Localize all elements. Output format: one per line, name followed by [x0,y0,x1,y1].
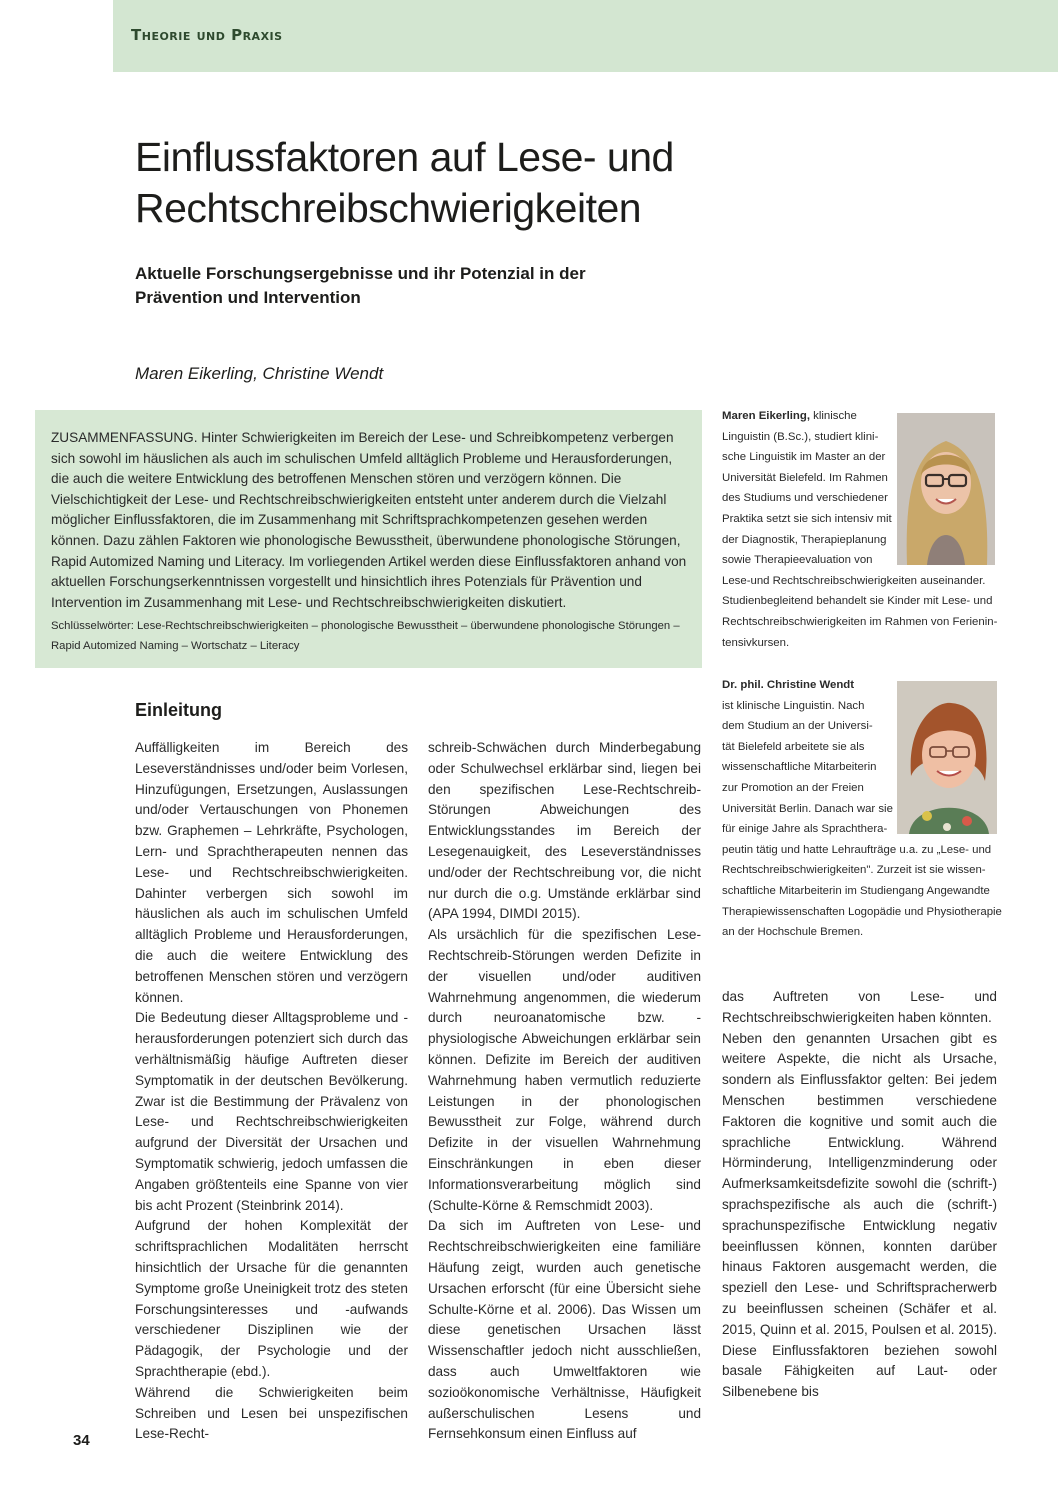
bio-line: sowie Therapieevaluation von [722,554,873,567]
bio-line: Linguistin (B.Sc.), studiert klini- [722,430,879,443]
paragraph: Da sich im Auftreten von Lese- und Rechtschreibschwierigkeiten eine familiäre Häufung zeigt, wurden auch genetische Ursachen erforscht (für eine Übersicht siehe Schulte-Körne et al. 2006). Das Wissen um diese genetischen Ursachen lässt Wissenschaftler jedoch nicht ausschließen, dass auch Umweltfaktoren wie sozioökonomische Verhältnisse, Häufigkeit außerschulischen Lesens und Fernsehkonsum einen Einfluss auf [428,1218,701,1442]
bio-line: schaftliche Mitarbeiterin im Studiengang Angewandte [722,884,990,897]
bio-line: zur Promotion an der Freien [722,781,864,794]
article-title: Einflussfaktoren auf Lese- und Rechtschreibschwierigkeiten [135,134,674,231]
paragraph: Während die Schwierigkeiten beim Schreiben und Lesen bei unspezifischen Lese-Recht- [135,1384,408,1442]
bio-line: Studienbegleitend behandelt sie Kinder mit Lese- und [722,595,993,608]
bio-name: Dr. phil. Christine Wendt [722,679,855,691]
bio-line: Universität Bielefeld. Im Rahmen [722,471,888,484]
article-subtitle: Aktuelle Forschungsergebnisse und ihr Potenzial in der Prävention und Intervention [135,264,586,307]
bio-line: an der Hochschule Bremen. [722,926,864,939]
bio-line: ist klinische Linguistin. Nach [722,699,865,712]
bio-line: der Diagnostik, Therapieplanung [722,533,887,546]
bio-line: wissenschaftliche Mitarbeiterin [722,761,877,774]
bio-line: dem Studium an der Universi- [722,720,873,733]
bio-name: Maren Eikerling, [722,410,810,422]
author-photo-wendt [897,681,997,834]
paragraph: Aufgrund der hohen Komplexität der schriftsprachlichen Modalitäten herrscht hinsichtlich der Ursache für die genannten Symptome große Uneinigkeit trotz des steten Forschungsinteresses und -aufwands verschiedener Disziplinen wie der Pädagogik, der Psychologie und der Sprachtherapie (ebd.). [135,1218,408,1379]
section-heading-einleitung: Einleitung [135,700,222,720]
keywords: Schlüsselwörter: Lese-Rechtschreibschwierigkeiten – phonologische Bewusstheit – überwundene phonologische Störungen – Rapid Automized Naming – Wortschatz – Literacy [51,620,680,652]
bio-line: Praktika setzt sie sich intensiv mit [722,512,892,525]
bio-line: für einige Jahre als Sprachthera- [722,823,888,836]
bio-line: Therapiewissenschaften Logopädie und Physiotherapie [722,905,1002,918]
paragraph: Die Bedeutung dieser Alltagsprobleme und -herausforderungen potenziert sich durch das verhältnismäßig häufige Auftreten dieser Symptomatik in der deutschen Bevölkerung. Zwar ist die Bestimmung der Prävalenz von Lese- und Rechtschreibschwierigkeiten aufgrund der Diversität der Ursachen und Symptomatik schwierig, jedoch umfassen die Angaben größtenteils eine Spanne von vier bis acht Prozent (Steinbrink 2014). [135,1010,408,1213]
bio-line: tensivkursen. [722,636,790,649]
paragraph: Auffälligkeiten im Bereich des Leseverständnisses und/oder beim Vorlesen, Hinzufügungen, Ersetzungen, Auslassungen und/oder Vertauschungen von Phonemen bzw. Graphemen – Lehrkräfte, Psychologen, Lern- und Sprachtherapeuten nennen das Lese- und Rechtschreibschwierigkeiten. Dahinter verbergen sich sowohl im häuslichen als auch im schulischen Umfeld alltäglich Probleme und Herausforderungen, die auch die weitere Entwicklung des betroffenen Menschen stören und verzögern können. [135,740,408,1005]
page-number: 34 [73,1432,90,1449]
portrait-image [897,413,995,565]
paragraph: Als ursächlich für die spezifischen Lese-Rechtschreib-Störungen werden Defizite in der visuellen und/oder auditiven Wahrnehmung angenommen, die wiederum durch neuroanatomische bzw. -physiologische Abweichungen erklärbar sein können. Defizite im Bereich der auditiven Wahrnehmung haben vermutlich reduzierte Leistungen in der phonologischen Bewusstheit zur Folge, während durch Defizite in der visuellen Wahrnehmung Einschränkungen in eben dieser Informationsverarbeitung möglich sind (Schulte-Körne & Remschmidt 2003). [428,927,701,1213]
author-photo-eikerling [897,413,995,565]
bio-text: klinische [813,410,857,422]
body-column-2 [428,738,701,1445]
bio-line: peutin tätig und hatte Lehraufträge u.a. zu „Lese- und [722,843,992,856]
portrait-image [897,681,997,834]
bio-line: tät Bielefeld arbeitete sie als [722,740,865,753]
body-column-1 [135,738,408,1445]
article-authors: Maren Eikerling, Christine Wendt [135,364,384,383]
bio-line: Rechtschreibschwierigkeiten". Zurzeit ist sie wissen- [722,864,986,877]
paragraph: schreib-Schwächen durch Minderbegabung oder Schulwechsel erklärbar sind, liegen bei den spezifischen Lese-Rechtschreib-Störungen Abweichungen des Entwicklungsstandes im Bereich der Lesegenauigkeit, des Leseverständnisses und/oder der Rechtschreibung vor, die nicht nur durch die o.g. Umstände erklärbar sind (APA 1994, DIMDI 2015). [428,740,701,922]
bio-line: des Studiums und verschiedener [722,492,888,505]
body-column-3 [722,987,997,1403]
bio-line: sche Linguistik im Master an der [722,451,886,464]
bio-line: Universität Berlin. Danach war sie [722,802,893,815]
bio-line: Rechtschreibschwierigkeiten im Rahmen von Ferienin- [722,615,998,628]
paragraph: Neben den genannten Ursachen gibt es weitere Aspekte, die nicht als Ursache, sondern als Einflussfaktor gelten: Bei jedem Menschen bestimmen verschiedene Faktoren die kognitive und somit auch die sprachliche Entwicklung. Während Hörminderung, Intelligenzminderung oder Aufmerksamkeitsdefizite sowohl die (schrift-) sprachspezifische als auch die (schrift-) sprachunspezifische Entwicklung negativ beeinflussen können, konnten darüber hinaus Faktoren ausgemacht werden, die speziell den Lese- und Schriftspracherwerb zu beeinflussen scheinen (Schäfer et al. 2015, Quinn et al. 2015, Poulsen et al. 2015). Diese Einflussfaktoren beziehen sowohl basale Fähigkeiten auf Laut- oder Silbenebene bis [722,1030,997,1400]
section-label: Theorie und Praxis [131,26,283,44]
paragraph: das Auftreten von Lese- und Rechtschreibschwierigkeiten haben könnten. [722,989,997,1025]
bio-line: Lese-und Rechtschreibschwierigkeiten auseinander. [722,574,986,587]
abstract-text: ZUSAMMENFASSUNG. Hinter Schwierigkeiten im Bereich der Lese- und Schreibkompetenz verbergen sich sowohl im häuslichen als auch im schulischen Umfeld alltäglich Probleme und Herausforderungen, die auch die weitere Entwicklung des betroffenen Menschen stören und verzögern können. Die Vielschichtigkeit der Lese- und Rechtschreibschwierigkeiten entsteht unter anderem durch die Vielzahl möglicher Einflussfaktoren, die im Zusammenhang mit Schriftsprachkompetenzen gesehen werden können. Dazu zählen Faktoren wie phonologische Bewusstheit, überwundene phonologische Störungen, Rapid Automized Naming und Literacy. Im vorliegenden Artikel werden diese Einflussfaktoren anhand von aktuellen Forschungserkenntnissen vorgestellt und hinsichtlich ihres Potenzials für Prävention und Intervention im Zusammenhang mit Lese- und Rechtschreibschwierigkeiten diskutiert. [51,430,687,610]
